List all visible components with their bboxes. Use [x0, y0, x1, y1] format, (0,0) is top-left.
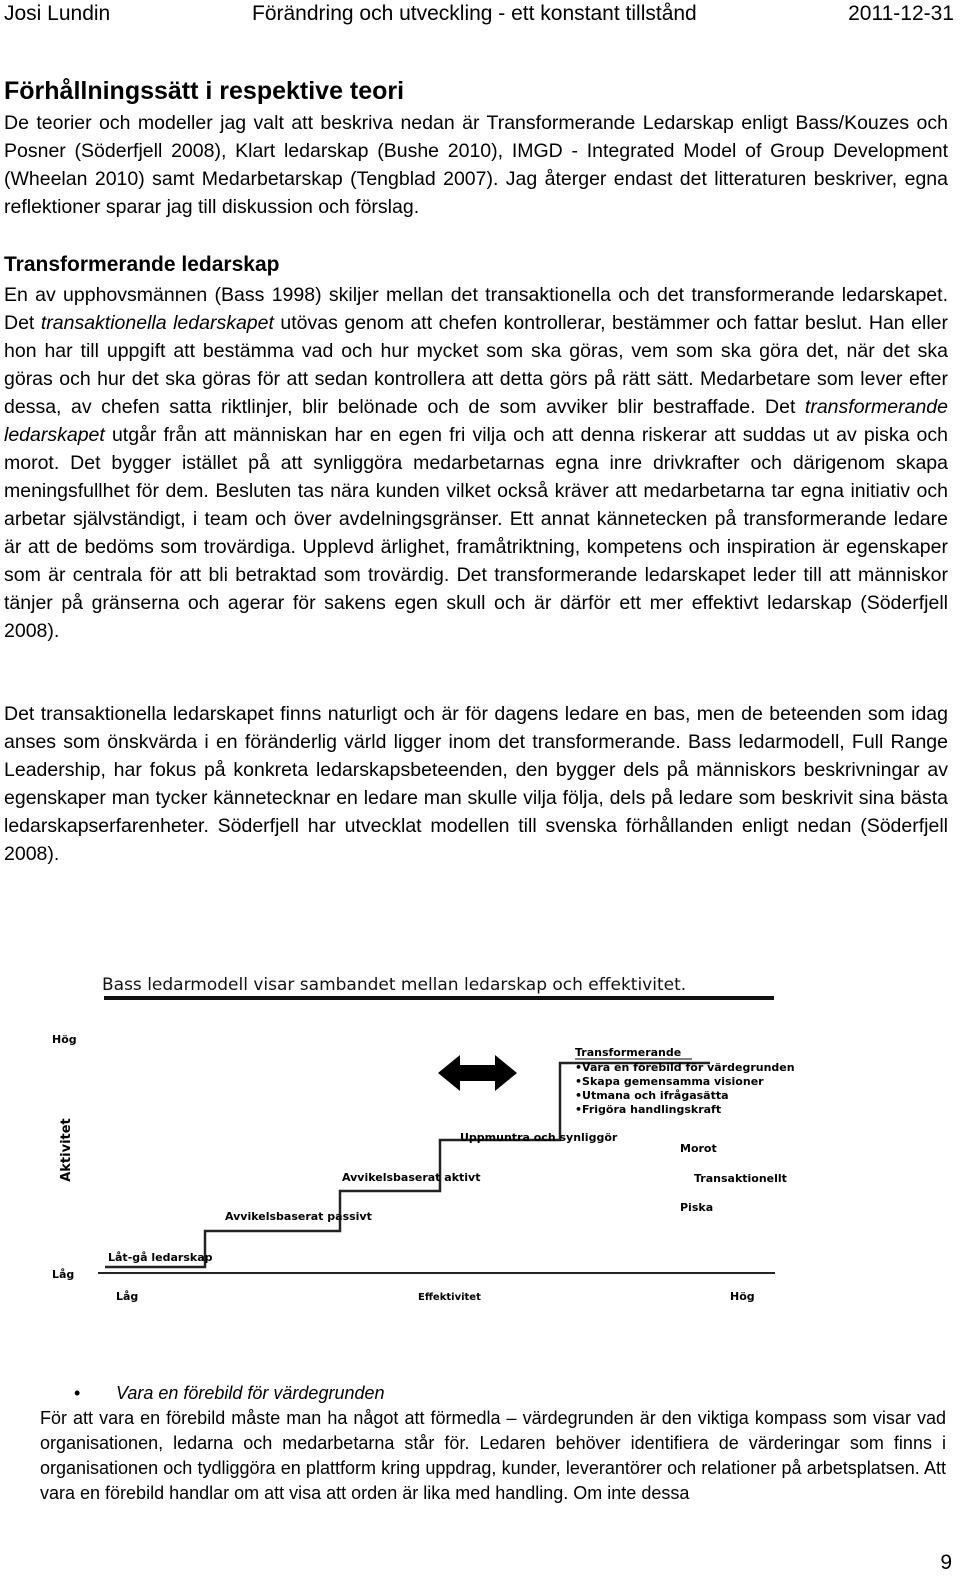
para1-text-c: utövas genom att chefen kontrollerar, bestämmer och fattar beslut. Han eller hon har till uppgift att bestämma vad och hur mycket som ska göras, vem som ska göra det, när det ska göras och hur det ska göras för att sedan kontrollera att detta görs på rätt sätt. Medarbetare som lever efter dessa, av chefen satta riktlinjer, blir belönade och de som avviker blir bestraffade. Det: [4, 312, 948, 418]
bullet-text: Vara en förebild för värdegrunden: [116, 1383, 385, 1403]
page-number: 9: [940, 1551, 952, 1574]
figure-title-underline: [104, 996, 774, 1000]
para1-text-a: En av upphovsmännen (Bass 1998) skiljer mellan det transaktionella och det transformerande ledarskapet. Det: [4, 284, 948, 334]
x-axis-low-label: Låg: [116, 1290, 139, 1303]
carrot-label: Morot: [680, 1142, 717, 1155]
transform-box-title: Transformerande: [575, 1046, 682, 1059]
double-arrow-shape: [438, 1055, 517, 1091]
stick-label: Piska: [680, 1201, 714, 1214]
subsection-heading: Transformerande ledarskap: [4, 253, 280, 276]
header-author: Josi Lundin: [4, 2, 111, 25]
intro-paragraph: De teorier och modeller jag valt att beskriva nedan är Transformerande Ledarskap enligt Bass/Kouzes och Posner (Söderfjell 2008), Klart ledarskap (Bushe 2010), IMGD - Integrated Model of Group Development (Wheelan 2010) samt Medarbetarskap (Tengblad 2007). Jag återger endast det litteraturen beskriver, egna reflektioner sparar jag till diskussion och förslag.: [4, 112, 948, 218]
transform-item-3: •Utmana och ifrågasätta: [575, 1089, 729, 1102]
para1-emphasis-transformational: transformerande ledarskapet: [4, 396, 948, 446]
header-title: Förändring och utveckling - ett konstant tillstånd: [252, 2, 697, 25]
para1-text-e: utgår från att människan har en egen fri vilja och att denna riskerar att suddas ut av piska och morot. Det bygger istället på att synliggöra medarbetarnas egna inre drivkrafter och därigenom skapa meningsfullhet för dem. Besluten tas nära kunden vilket också kräver att medarbetarna tar egna initiativ och arbetar självständigt, i team och över avdelningsgränser. Ett annat kännetecken på transformerande ledare är att de bedöms som trovärdiga. Upplevd ärlighet, framåtriktning, kompetens och inspiration är egenskaper som är centrala för att bli betraktad som trovärdig. Det transformerande ledarskapet leder till att människor tänjer på gränserna och agerar för sakens egen skull och är därför ett mer effektivt ledarskap (Söderfjell 2008).: [4, 424, 948, 642]
step-encourage: Uppmuntra och synliggör: [460, 1131, 618, 1144]
y-axis-label: Aktivitet: [59, 1118, 74, 1182]
page-header: [4, 2, 954, 28]
full-range-paragraph: Det transaktionella ledarskapet finns naturligt och är för dagens ledare en bas, men de beteenden som idag anses som önskvärda i en föränderlig värld ligger inom det transformerande. Bass ledarmodell, Full Range Leadership, har fokus på konkreta ledarskapsbeteenden, den bygger dels på människors beskrivningar av egenskaper man tycker kännetecknar en ledare man skulle vilja följa, dels på ledare som beskrivit sina bästa ledarskapserfarenheter. Söderfjell har utvecklat modellen till svenska förhållanden enligt nedan (Söderfjell 2008).: [4, 703, 948, 865]
bullet-dot: •: [74, 1383, 81, 1403]
role-model-paragraph: För att vara en förebild måste man ha något att förmedla – värdegrunden är den viktiga kompass som visar vad organisationen, ledarna och medarbetarna står för. Ledaren behöver identifiera de värderingar som finns i organisationen och tydliggöra en plattform kring uppdrag, kunder, leverantörer och relationer på arbetsplatsen. Att vara en förebild handlar om att visa att orden är lika med handling. Om inte dessa: [40, 1408, 946, 1503]
y-axis-high-label: Hög: [52, 1033, 77, 1046]
section-heading: Förhållningssätt i respektive teori: [4, 77, 405, 105]
y-axis-low-label: Låg: [52, 1268, 75, 1281]
transform-item-4: •Frigöra handlingskraft: [575, 1103, 722, 1116]
transform-item-1: •Vara en förebild för värdegrunden: [575, 1061, 795, 1074]
x-axis-label: Effektivitet: [418, 1292, 481, 1303]
para1-emphasis-transactional: transaktionella ledarskapet: [40, 312, 274, 334]
step-active: Avvikelsbaserat aktivt: [342, 1171, 481, 1184]
transactional-label: Transaktionellt: [694, 1172, 787, 1185]
transform-paragraph: [4, 281, 948, 645]
figure-title: Bass ledarmodell visar sambandet mellan ledarskap och effektivitet.: [102, 975, 687, 995]
header-date: 2011-12-31: [848, 2, 954, 25]
leadership-model-figure: [40, 955, 820, 1315]
step-let-go: Låt-gå ledarskap: [108, 1251, 213, 1264]
transform-item-2: •Skapa gemensamma visioner: [575, 1075, 764, 1088]
x-axis-high-label: Hög: [730, 1290, 755, 1303]
step-passive: Avvikelsbaserat passivt: [225, 1210, 372, 1223]
